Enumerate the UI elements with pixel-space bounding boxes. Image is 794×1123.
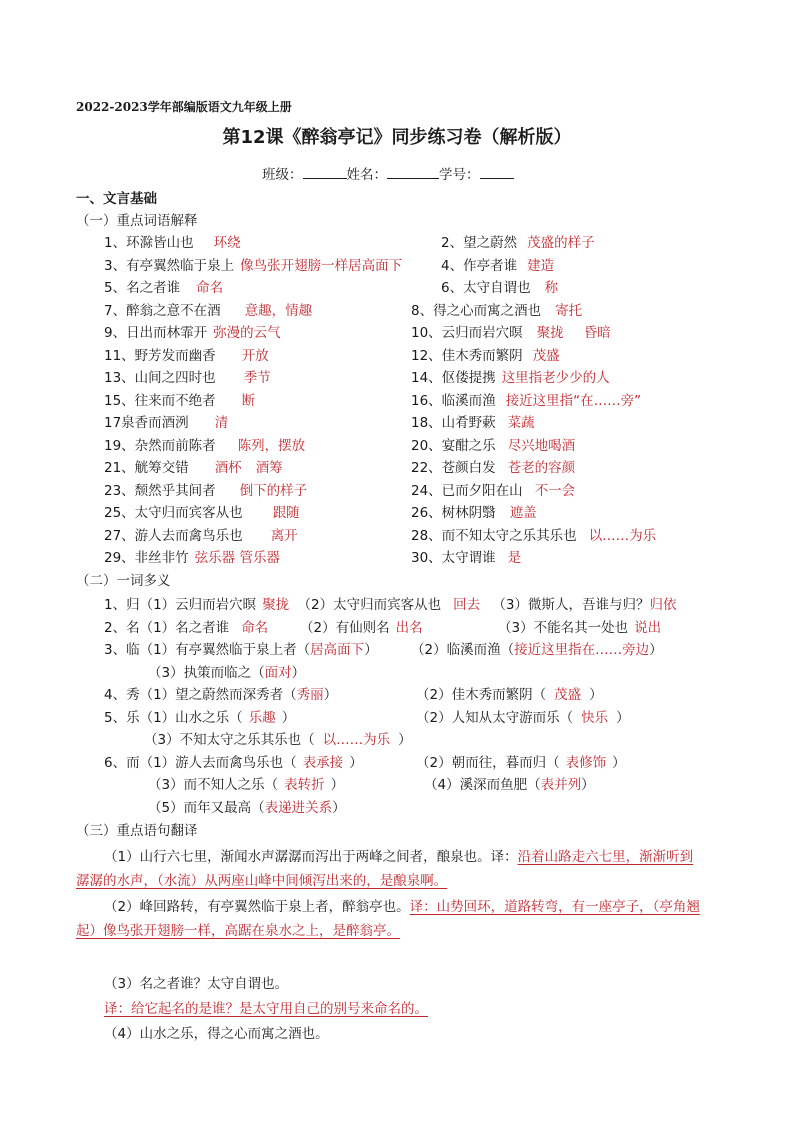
polysemy-prompt: （2）临溪而渔（ [411,642,515,658]
translation-question: （1）山行六七里，渐闻水声潺潺而泻出于两峰之间者，酿泉也。译： [104,849,518,865]
vocab-item [104,437,305,455]
id-blank[interactable] [480,166,514,179]
vocab-question: 28、而不知太守之乐其乐也 [411,528,577,544]
vocab-item [411,414,535,432]
polysemy-prompt: 5、乐（1）山水之乐（ [104,710,243,726]
vocab-question: 9、日出而林霏开 [104,325,208,341]
section-heading: 一、文言基础 [76,191,157,207]
vocab-question: 7、醉翁之意不在酒 [104,303,221,319]
vocab-question: 20、宴酣之乐 [411,438,496,454]
vocab-answer: 尽兴地喝酒 [507,438,576,454]
polysemy-ming [104,619,268,637]
vocab-item [104,459,283,477]
vocab-item [411,302,582,320]
polysemy-prompt: 3、临（1）有亭翼然临于泉上者（ [104,642,311,658]
polysemy-bracket: ） [332,800,346,816]
vocab-answer: 茂盛的样子 [527,235,595,251]
polysemy-bracket: ） [281,710,296,726]
polysemy-ming-2 [300,619,423,637]
translation-2-line2: 起）像鸟张开翅膀一样，高踞在泉水之上，是醉翁亭。 [76,923,400,939]
polysemy-prompt: （2）有仙则名 [300,620,390,636]
vocab-item [411,437,575,455]
vocab-item [104,279,223,297]
class-blank[interactable] [303,166,347,179]
polysemy-prompt: （5）而年又最高（ [148,800,265,816]
vocab-answer: 菜蔬 [507,415,535,431]
vocab-question: 30、太守谓谁 [411,550,496,566]
id-label: 学号： [439,167,480,183]
vocab-question: 25、太守归而宾客从也 [104,505,243,521]
polysemy-er-1 [104,754,363,772]
vocab-item [411,482,575,500]
polysemy-prompt: （3）不知太守之乐其乐也（ [144,732,315,748]
vocab-item [411,347,560,365]
polysemy-answer: 表转折 [284,777,325,793]
polysemy-bracket: ） [364,642,378,658]
polysemy-answer: 茂盛 [554,687,582,703]
polysemy-answer: 表承接 [302,755,344,771]
vocab-answer: 建造 [527,258,555,274]
polysemy-bracket: ） [323,687,338,703]
vocab-item [411,504,537,522]
vocab-answer: 茂盛 [532,348,560,364]
vocab-item [104,414,228,432]
vocab-answer: 像鸟张开翅膀一样居高面下 [240,258,403,274]
vocab-item [104,482,307,500]
vocab-item [441,279,558,297]
vocab-item [411,324,611,342]
polysemy-bracket: ） [612,755,626,771]
vocab-answer: 遮盖 [509,505,537,521]
series-title: 2022-2023学年部编版语文九年级上册 [76,100,292,114]
subsection-heading-vocab: （一）重点词语解释 [76,213,198,229]
vocab-question: 13、山间之四时也 [104,370,216,386]
polysemy-lin-3 [148,664,305,682]
vocab-answer: 意趣，情趣 [244,303,313,319]
vocab-question: 27、游人去而禽鸟乐也 [104,528,243,544]
vocab-item [411,459,575,477]
vocab-question: 15、往来而不绝者 [104,393,216,409]
vocab-answer: 环绕 [213,235,241,251]
polysemy-lin-1 [104,641,378,659]
vocab-question: 11、野芳发而幽香 [104,348,216,364]
polysemy-prompt: （2）太守归而宾客从也 [297,597,442,613]
vocab-item [104,234,241,252]
polysemy-answer: 面对 [264,665,292,681]
polysemy-le-3 [144,731,412,749]
vocab-answer: 命名 [196,280,224,296]
polysemy-prompt: （2）人知从太守游而乐（ [416,710,574,726]
subsection-heading-translation: （三）重点语句翻译 [76,823,198,839]
polysemy-xiu-2 [416,686,603,704]
polysemy-prompt: （3）执策而临之（ [148,665,265,681]
polysemy-bracket: ） [330,777,345,793]
polysemy-answer: 乐趣 [248,710,276,726]
polysemy-answer: 归依 [649,597,677,613]
page-title: 第12课《醉翁亭记》同步练习卷（解析版） [222,127,572,148]
vocab-item [104,302,312,320]
vocab-question: 5、名之者谁 [104,280,181,296]
vocab-answer: 倒下的样子 [239,483,308,499]
vocab-item [104,392,255,410]
vocab-answer: 开放 [241,348,269,364]
name-label: 姓名： [346,167,387,183]
polysemy-answer: 出名 [395,620,423,636]
polysemy-bracket: ） [581,777,595,793]
vocab-answer: 季节 [243,370,271,386]
polysemy-prompt: （2）朝而往，暮而归（ [416,755,560,771]
polysemy-ming-3 [498,619,661,637]
vocab-item [104,324,281,342]
polysemy-answer: 秀丽 [296,687,324,703]
vocab-question: 8、得之心而寓之酒也 [411,303,542,319]
vocab-answer: 这里指老少少的人 [501,370,610,386]
student-info-line [262,166,514,184]
polysemy-xiu-1 [104,686,337,704]
polysemy-answer: 聚拢 [262,597,290,613]
translation-question: （2）峰回路转，有亭翼然临于泉上者，醉翁亭也。 [104,899,410,915]
vocab-question: 29、非丝非竹 [104,550,189,566]
vocab-answer: 酒杯 [214,460,242,476]
vocab-question: 3、有亭翼然临于泉上 [104,258,235,274]
vocab-answer: 弦乐器 管乐器 [194,550,280,566]
polysemy-bracket: ） [649,642,663,658]
vocab-answer: 接近这里指“在……旁” [505,393,642,409]
polysemy-answer: 居高面下 [310,642,365,658]
polysemy-prompt: （3）微斯人，吾谁与归？ [492,597,650,613]
polysemy-le-1 [104,709,295,727]
polysemy-bracket: ） [589,687,603,703]
vocab-question: 1、环滁皆山也 [104,235,194,251]
polysemy-prompt: 2、名（1）名之者谁 [104,620,230,636]
vocab-answer: 酒筹 [255,460,283,476]
vocab-question: 19、杂然而前陈者 [104,438,216,454]
polysemy-answer: 回去 [453,597,481,613]
vocab-question: 22、苍颜白发 [411,460,496,476]
vocab-answer: 称 [544,280,559,296]
vocab-question: 14、伛偻提携 [411,370,496,386]
vocab-item [104,504,300,522]
translation-2-line1 [104,898,700,916]
translation-answer: 沿着山路走六七里，渐渐听到 [517,849,694,865]
vocab-answer: 断 [241,393,256,409]
vocab-question: 4、作亭者谁 [441,258,518,274]
polysemy-bracket: ） [398,732,412,748]
vocab-question: 10、云归而岩穴暝 [411,325,523,341]
class-label: 班级： [262,167,303,183]
polysemy-answer: 以……为乐 [322,732,391,748]
polysemy-answer: 表修饰 [565,755,607,771]
polysemy-bracket: ） [349,755,363,771]
polysemy-answer: 命名 [241,620,269,636]
polysemy-le-2 [416,709,630,727]
vocab-item [104,347,269,365]
polysemy-prompt: （3）不能名其一处也 [498,620,629,636]
vocab-answer: 聚拢 [536,325,564,341]
vocab-item [104,527,298,545]
translation-3-answer: 译：给它起名的是谁？是太守用自己的别号来命名的。 [104,1001,428,1017]
vocab-item [411,369,610,387]
vocab-answer: 跟随 [272,505,300,521]
polysemy-answer: 表并列 [540,777,582,793]
vocab-question: 6、太守自谓也 [441,280,531,296]
polysemy-answer: 快乐 [581,710,609,726]
vocab-question: 21、觥筹交错 [104,460,189,476]
vocab-question: 12、佳木秀而繁阴 [411,348,523,364]
vocab-question: 17泉香而酒洌 [104,415,189,431]
polysemy-answer: 表递进关系 [264,800,333,816]
vocab-answer: 以……为乐 [588,528,657,544]
vocab-item [411,392,641,410]
vocab-question: 24、已而夕阳在山 [411,483,523,499]
vocab-item [104,257,402,275]
polysemy-prompt: （4）溪深而鱼肥（ [424,777,541,793]
polysemy-bracket: ） [616,710,630,726]
vocab-answer: 清 [214,415,229,431]
vocab-answer: 陈列，摆放 [237,438,306,454]
polysemy-prompt: 4、秀（1）望之蔚然而深秀者（ [104,687,297,703]
vocab-question: 18、山肴野蔌 [411,415,496,431]
polysemy-prompt: 1、归（1）云归而岩穴暝 [104,597,257,613]
vocab-question: 2、望之蔚然 [441,235,518,251]
translation-answer: 译：山势回环，道路转弯，有一座亭子，（亭角翘 [409,899,700,915]
vocab-item [411,549,521,567]
polysemy-er-5 [148,799,346,817]
vocab-answer: 离开 [270,528,298,544]
polysemy-er-3 [148,776,344,794]
translation-1-line2: 潺潺的水声，（水流）从两座山峰中间倾泻出来的，是酿泉啊。 [76,873,448,889]
vocab-item [411,527,656,545]
polysemy-er-4 [424,776,595,794]
vocab-question: 26、树林阴翳 [411,505,496,521]
polysemy-gui [104,596,676,614]
subsection-heading-polysemy: （二）一词多义 [76,573,171,589]
vocab-answer: 寄托 [555,303,583,319]
polysemy-prompt: （3）而不知人之乐（ [148,777,279,793]
vocab-answer: 昏暗 [583,325,611,341]
vocab-item [104,549,280,567]
polysemy-bracket: ） [291,665,306,681]
translation-4-question: （4）山水之乐，得之心而寓之酒也。 [104,1026,329,1042]
polysemy-prompt: 6、而（1）游人去而禽鸟乐也（ [104,755,297,771]
polysemy-prompt: （2）佳木秀而繁阴（ [416,687,547,703]
vocab-answer: 弥漫的云气 [213,325,281,341]
name-blank[interactable] [387,166,439,179]
vocab-answer: 是 [507,550,522,566]
translation-3-question: （3）名之者谁？太守自谓也。 [104,976,289,992]
vocab-question: 23、颓然乎其间者 [104,483,216,499]
vocab-item [441,234,595,252]
polysemy-lin-2 [411,641,663,659]
vocab-item [441,257,554,275]
vocab-answer: 苍老的容颜 [507,460,576,476]
translation-1-line1 [104,848,693,866]
polysemy-answer: 说出 [634,620,662,636]
vocab-item [104,369,271,387]
vocab-answer: 不一会 [534,483,576,499]
vocab-question: 16、临溪而渔 [411,393,496,409]
polysemy-answer: 接近这里指在……旁边 [514,642,650,658]
polysemy-er-2 [416,754,626,772]
